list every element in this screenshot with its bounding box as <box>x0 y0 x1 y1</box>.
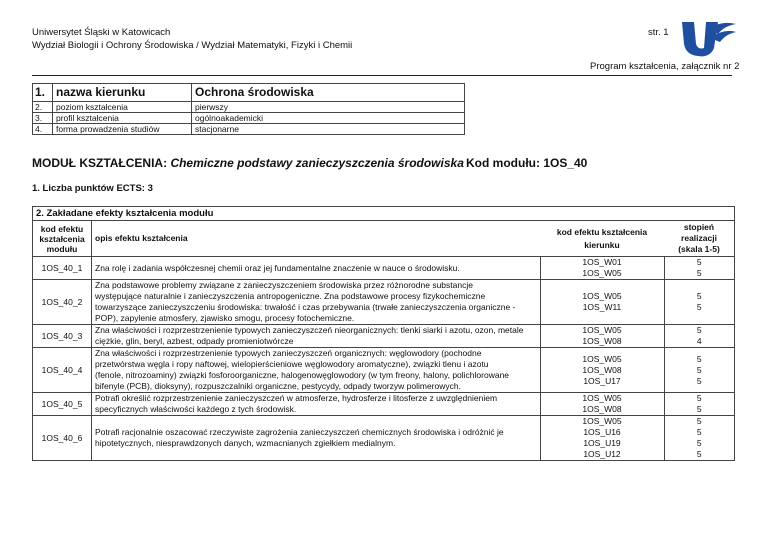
table-row <box>33 348 735 393</box>
effect-code: 1OS_40_6 <box>33 416 92 461</box>
faculties: Wydział Biologii i Ochrony Środowiska / Wydział Matematyki, Fizyki i Chemii <box>32 40 353 51</box>
effect-field-code: 1OS_W05 1OS_U16 1OS_U19 1OS_U12 <box>540 416 664 461</box>
effect-degree: 5 5 <box>664 393 735 416</box>
header-rule <box>32 75 732 76</box>
module-prefix: MODUŁ KSZTAŁCENIA: <box>32 156 171 170</box>
info-row <box>33 113 465 124</box>
info-value: stacjonarne <box>192 124 465 135</box>
university-name: Uniwersytet Śląski w Katowicach <box>32 27 171 38</box>
info-row <box>33 124 465 135</box>
info-label: profil kształcenia <box>53 113 192 124</box>
info-num: 4. <box>33 124 53 135</box>
info-table <box>32 83 465 135</box>
col-header-code: kod efektu kształcenia modułu <box>33 221 92 257</box>
info-row <box>33 84 465 102</box>
ects-points: 1. Liczba punktów ECTS: 3 <box>32 183 153 194</box>
effect-field-code: 1OS_W05 1OS_W08 <box>540 325 664 348</box>
info-label: forma prowadzenia studiów <box>53 124 192 135</box>
info-num: 2. <box>33 102 53 113</box>
info-row <box>33 102 465 113</box>
effect-degree: 5 5 <box>664 280 735 325</box>
info-label: nazwa kierunku <box>53 84 192 102</box>
info-value: Ochrona środowiska <box>192 84 465 102</box>
info-label: poziom kształcenia <box>53 102 192 113</box>
info-value: pierwszy <box>192 102 465 113</box>
effect-code: 1OS_40_3 <box>33 325 92 348</box>
program-label: Program kształcenia, załącznik nr 2 <box>590 61 740 72</box>
table-row <box>33 416 735 461</box>
effect-field-code: 1OS_W05 1OS_W11 <box>540 280 664 325</box>
col-header-field-code: kod efektu kształcenia kierunku <box>540 221 664 257</box>
effect-field-code: 1OS_W05 1OS_W08 1OS_U17 <box>540 348 664 393</box>
table-row <box>33 257 735 280</box>
effect-desc: Zna właściwości i rozprzestrzenienie typowych zanieczyszczeń organicznych: węglowodory (pochodne przetwórstwa węgla i ropy naftowej, wielopierścieniowe węglowodory aromatyczne), związki tlenu i azotu (fenole, nitrozoaminy) związki fosforoorganiczne, halogenowęglowodory (w tym freony, halony, polichlorowane bifenyle (PCB), dioksyny), rozpuszczalniki organiczne, pestycydy, odpady tworzyw polimerowych. <box>92 348 541 393</box>
module-title <box>32 156 464 170</box>
info-num: 1. <box>33 84 53 102</box>
effect-degree: 5 5 <box>664 257 735 280</box>
info-value: ogólnoakademicki <box>192 113 465 124</box>
effect-degree: 5 5 5 5 <box>664 416 735 461</box>
effect-desc: Potrafi określić rozprzestrzenienie zanieczyszczeń w atmosferze, hydrosferze i litosferze z uwzględnieniem specyficznych właściwości każdego z tych środowisk. <box>92 393 541 416</box>
effect-degree: 5 4 <box>664 325 735 348</box>
effect-desc: Zna rolę i zadania współczesnej chemii oraz jej fundamentalne znaczenie w nauce o środowisku. <box>92 257 541 280</box>
col-header-degree: stopień realizacji (skala 1-5) <box>664 221 735 257</box>
effects-table <box>32 206 735 461</box>
module-name: Chemiczne podstawy zanieczyszczenia środowiska <box>170 156 464 170</box>
effects-section-title: 2. Zakładane efekty kształcenia modułu <box>33 207 735 221</box>
effect-desc: Zna podstawowe problemy związane z zanieczyszczeniem środowiska przez różnorodne substancje występujące naturalnie i zanieczyszczenia antropogeniczne. Zna podstawowe procesy fizykochemiczne towarzyszące zanieczyszczeniu środowiska: trwałość i czas przebywania (trwałe zanieczyszczenia organiczne - POP), zapylenie atmosfery, zjawisko smogu, procesy fotochemiczne. <box>92 280 541 325</box>
table-row <box>33 393 735 416</box>
page-number: str. 1 <box>648 27 669 38</box>
effect-desc: Potrafi racjonalnie oszacować rzeczywiste zagrożenia zanieczyszczeń chemicznych środowiska i odróżnić je hipotetycznych, niesprawdzonych danych, wzmacnianych zgiełkiem medialnym. <box>92 416 541 461</box>
effect-code: 1OS_40_5 <box>33 393 92 416</box>
effect-desc: Zna właściwości i rozprzestrzenienie typowych zanieczyszczeń nieorganicznych: tlenki siarki i azotu, ozon, metale ciężkie, glin, beryl, azbest, odpady promieniotwórcze <box>92 325 541 348</box>
effect-code: 1OS_40_2 <box>33 280 92 325</box>
col-header-desc: opis efektu kształcenia <box>92 221 541 257</box>
effect-code: 1OS_40_1 <box>33 257 92 280</box>
effect-field-code: 1OS_W01 1OS_W05 <box>540 257 664 280</box>
effect-degree: 5 5 5 <box>664 348 735 393</box>
university-logo-icon <box>674 18 738 58</box>
table-row <box>33 325 735 348</box>
module-code: Kod modułu: 1OS_40 <box>466 156 588 170</box>
info-num: 3. <box>33 113 53 124</box>
effect-field-code: 1OS_W05 1OS_W08 <box>540 393 664 416</box>
effect-code: 1OS_40_4 <box>33 348 92 393</box>
table-row <box>33 280 735 325</box>
